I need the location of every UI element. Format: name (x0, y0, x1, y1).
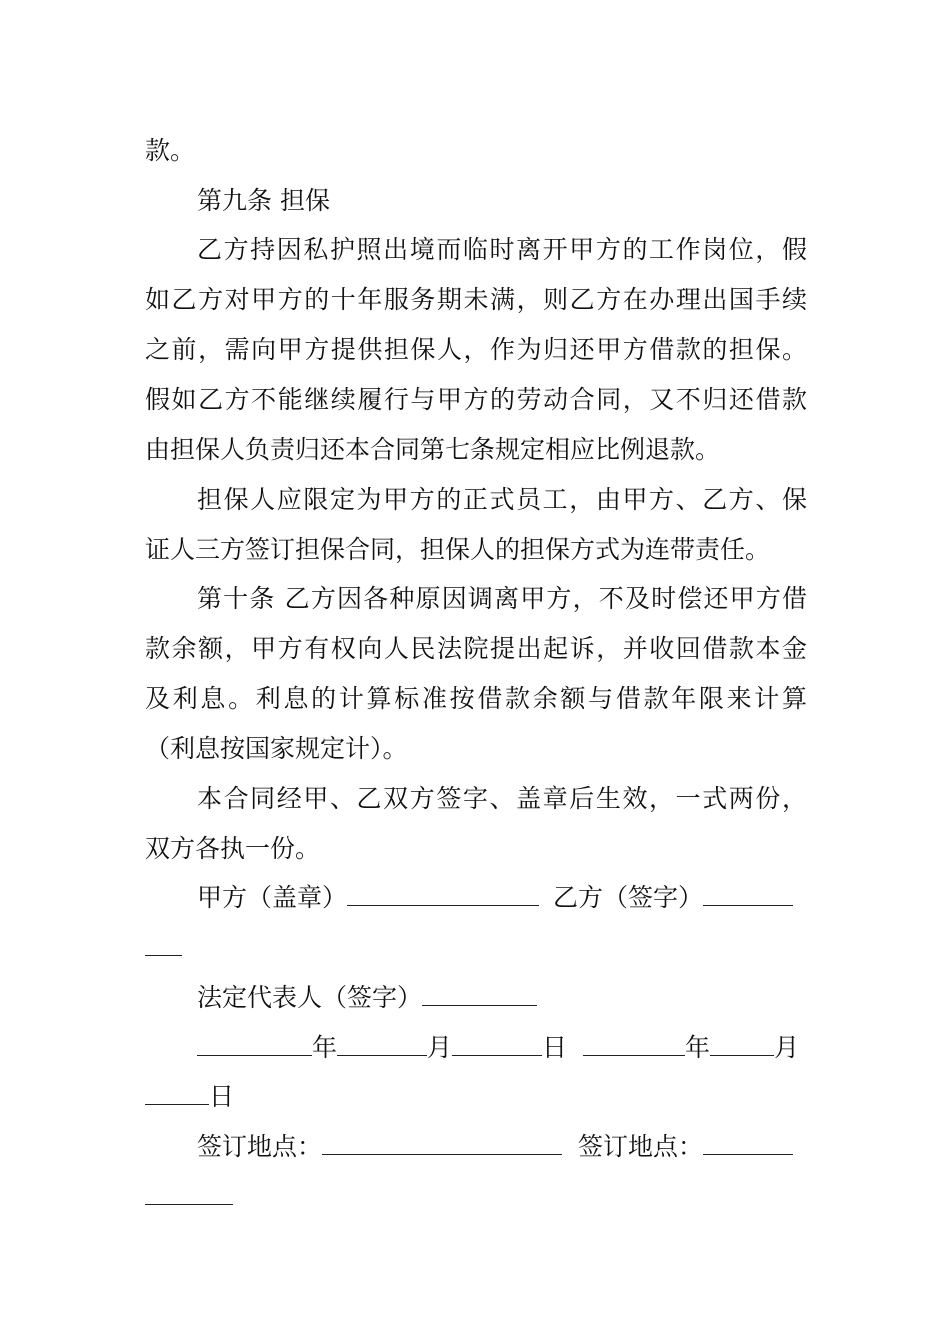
sign-place-b-blank (703, 1134, 793, 1155)
signature-row-dates (197, 1028, 807, 1068)
party-b-sign-label: 乙方（签字） (553, 883, 704, 912)
date-b-day-blank (145, 1084, 209, 1105)
text-line: 担保人应限定为甲方的正式员工，由甲方、乙方、保 (197, 485, 807, 514)
text-line: 乙方持因私护照出境而临时离开甲方的工作岗位，假 (197, 235, 807, 264)
date-a-year-blank (197, 1035, 312, 1056)
party-a-seal-label: 甲方（盖章） (197, 883, 348, 912)
signature-row-parties (197, 878, 807, 918)
text-line: 之前，需向甲方提供担保人，作为归还甲方借款的担保。 (145, 335, 807, 364)
date-a-day-blank (452, 1035, 542, 1056)
text-line: 假如乙方不能继续履行与甲方的劳动合同，又不归还借款 (145, 385, 807, 414)
text-line: 由担保人负责归还本合同第七条规定相应比例退款。 (145, 435, 721, 464)
party-b-sign-blank (703, 885, 793, 906)
signature-row-legal-rep (197, 978, 807, 1018)
sign-place-b-label: 签订地点： (578, 1132, 704, 1161)
text-line: （利息按国家规定计）。 (145, 734, 408, 763)
date-b-year-blank (583, 1035, 685, 1056)
signature-row-places (197, 1127, 807, 1167)
date-a-month-blank (337, 1035, 427, 1056)
text-line: 款。 (145, 136, 196, 165)
text-line: 款余额，甲方有权向人民法院提出起诉，并收回借款本金 (145, 634, 807, 663)
text-line: 双方各执一份。 (145, 834, 321, 863)
signature-row-dates-cont (145, 1077, 807, 1117)
party-a-seal-blank (347, 885, 539, 906)
date-a-year-label: 年 (312, 1033, 338, 1062)
signature-row-continuation (145, 928, 807, 968)
sign-place-a-blank (322, 1134, 562, 1155)
legal-rep-sign-label: 法定代表人（签字） (197, 983, 423, 1012)
date-b-month-blank (710, 1035, 774, 1056)
date-a-month-label: 月 (427, 1033, 453, 1062)
sign-place-b-blank-cont (145, 1184, 233, 1205)
article-10-text: 第十条 乙方因各种原因调离甲方，不及时偿还甲方借 (197, 584, 807, 613)
article-9-heading: 第九条 担保 (197, 186, 330, 215)
date-b-year-label: 年 (685, 1033, 711, 1062)
text-line: 本合同经甲、乙双方签字、盖章后生效，一式两份， (197, 784, 807, 813)
text-line: 证人三方签订担保合同，担保人的担保方式为连带责任。 (145, 535, 771, 564)
party-b-sign-blank-cont (145, 935, 182, 956)
date-b-day-label: 日 (209, 1082, 235, 1111)
text-line: 如乙方对甲方的十年服务期未满，则乙方在办理出国手续 (145, 285, 807, 314)
sign-place-a-label: 签订地点： (197, 1132, 323, 1161)
signature-row-places-cont (145, 1177, 807, 1217)
date-b-month-label: 月 (774, 1033, 800, 1062)
legal-rep-sign-blank (422, 985, 537, 1006)
date-a-day-label: 日 (542, 1033, 568, 1062)
text-line: 及利息。利息的计算标准按借款余额与借款年限来计算 (145, 684, 807, 713)
